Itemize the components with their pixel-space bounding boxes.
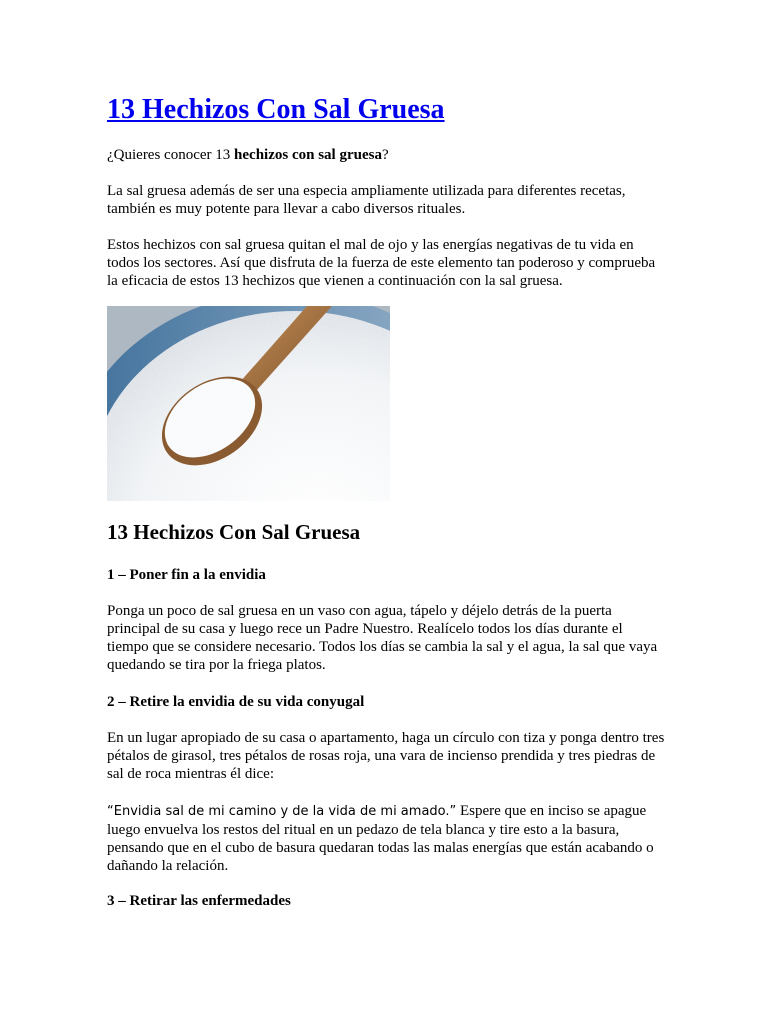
spell-heading: 3 – Retirar las enfermedades <box>107 893 291 909</box>
spell-heading: 1 – Poner fin a la envidia <box>107 567 266 583</box>
intro-paragraph-1: La sal gruesa además de ser una especia ampliamente utilizada para diferentes recetas, también es muy potente para llevar a cabo diversos rituales. <box>107 183 626 217</box>
salt-spoon-photo <box>107 306 390 501</box>
page-title-link[interactable]: 13 Hechizos Con Sal Gruesa <box>107 94 445 125</box>
intro-question-bold: hechizos con sal gruesa <box>234 147 382 163</box>
intro-question <box>107 146 667 164</box>
section-heading: 13 Hechizos Con Sal Gruesa <box>107 520 361 544</box>
spell-quote: “Envidia sal de mi camino y de la vida de mi amado.” <box>107 804 457 819</box>
spell-text: Ponga un poco de sal gruesa en un vaso con agua, tápelo y déjelo detrás de la puerta principal de su casa y luego rece un Padre Nuestro. Realícelo todos los días durante el tiempo que se considere necesario. Todos los días se cambia la sal y el agua, la sal que vaya quedando se tira por la friega platos. <box>107 603 658 673</box>
spell-heading: 2 – Retire la envidia de su vida conyugal <box>107 694 365 710</box>
spell-quote-paragraph <box>107 802 667 875</box>
intro-question-start: ¿Quieres conocer 13 <box>107 147 235 163</box>
intro-paragraph-2: Estos hechizos con sal gruesa quitan el mal de ojo y las energías negativas de tu vida en todos los sectores. Así que disfruta de la fuerza de este elemento tan poderoso y comprueba la eficacia de estos 13 hechizos que vienen a continuación con la sal gruesa. <box>107 237 656 289</box>
spell-text-after-quote: Espere que en inciso se apague luego envuelva los restos del ritual en un pedazo de tela blanca y tire esto a la basura, pensando que en el cubo de basura quedaran todas las malas energías que están acabando o dañando la relación. <box>107 803 654 874</box>
spell-text: En un lugar apropiado de su casa o apartamento, haga un círculo con tiza y ponga dentro tres pétalos de girasol, tres pétalos de rosas roja, una vara de incienso prendida y tres piedras de sal de roca mientras él dice: <box>107 730 665 782</box>
intro-question-end: ? <box>381 147 389 163</box>
